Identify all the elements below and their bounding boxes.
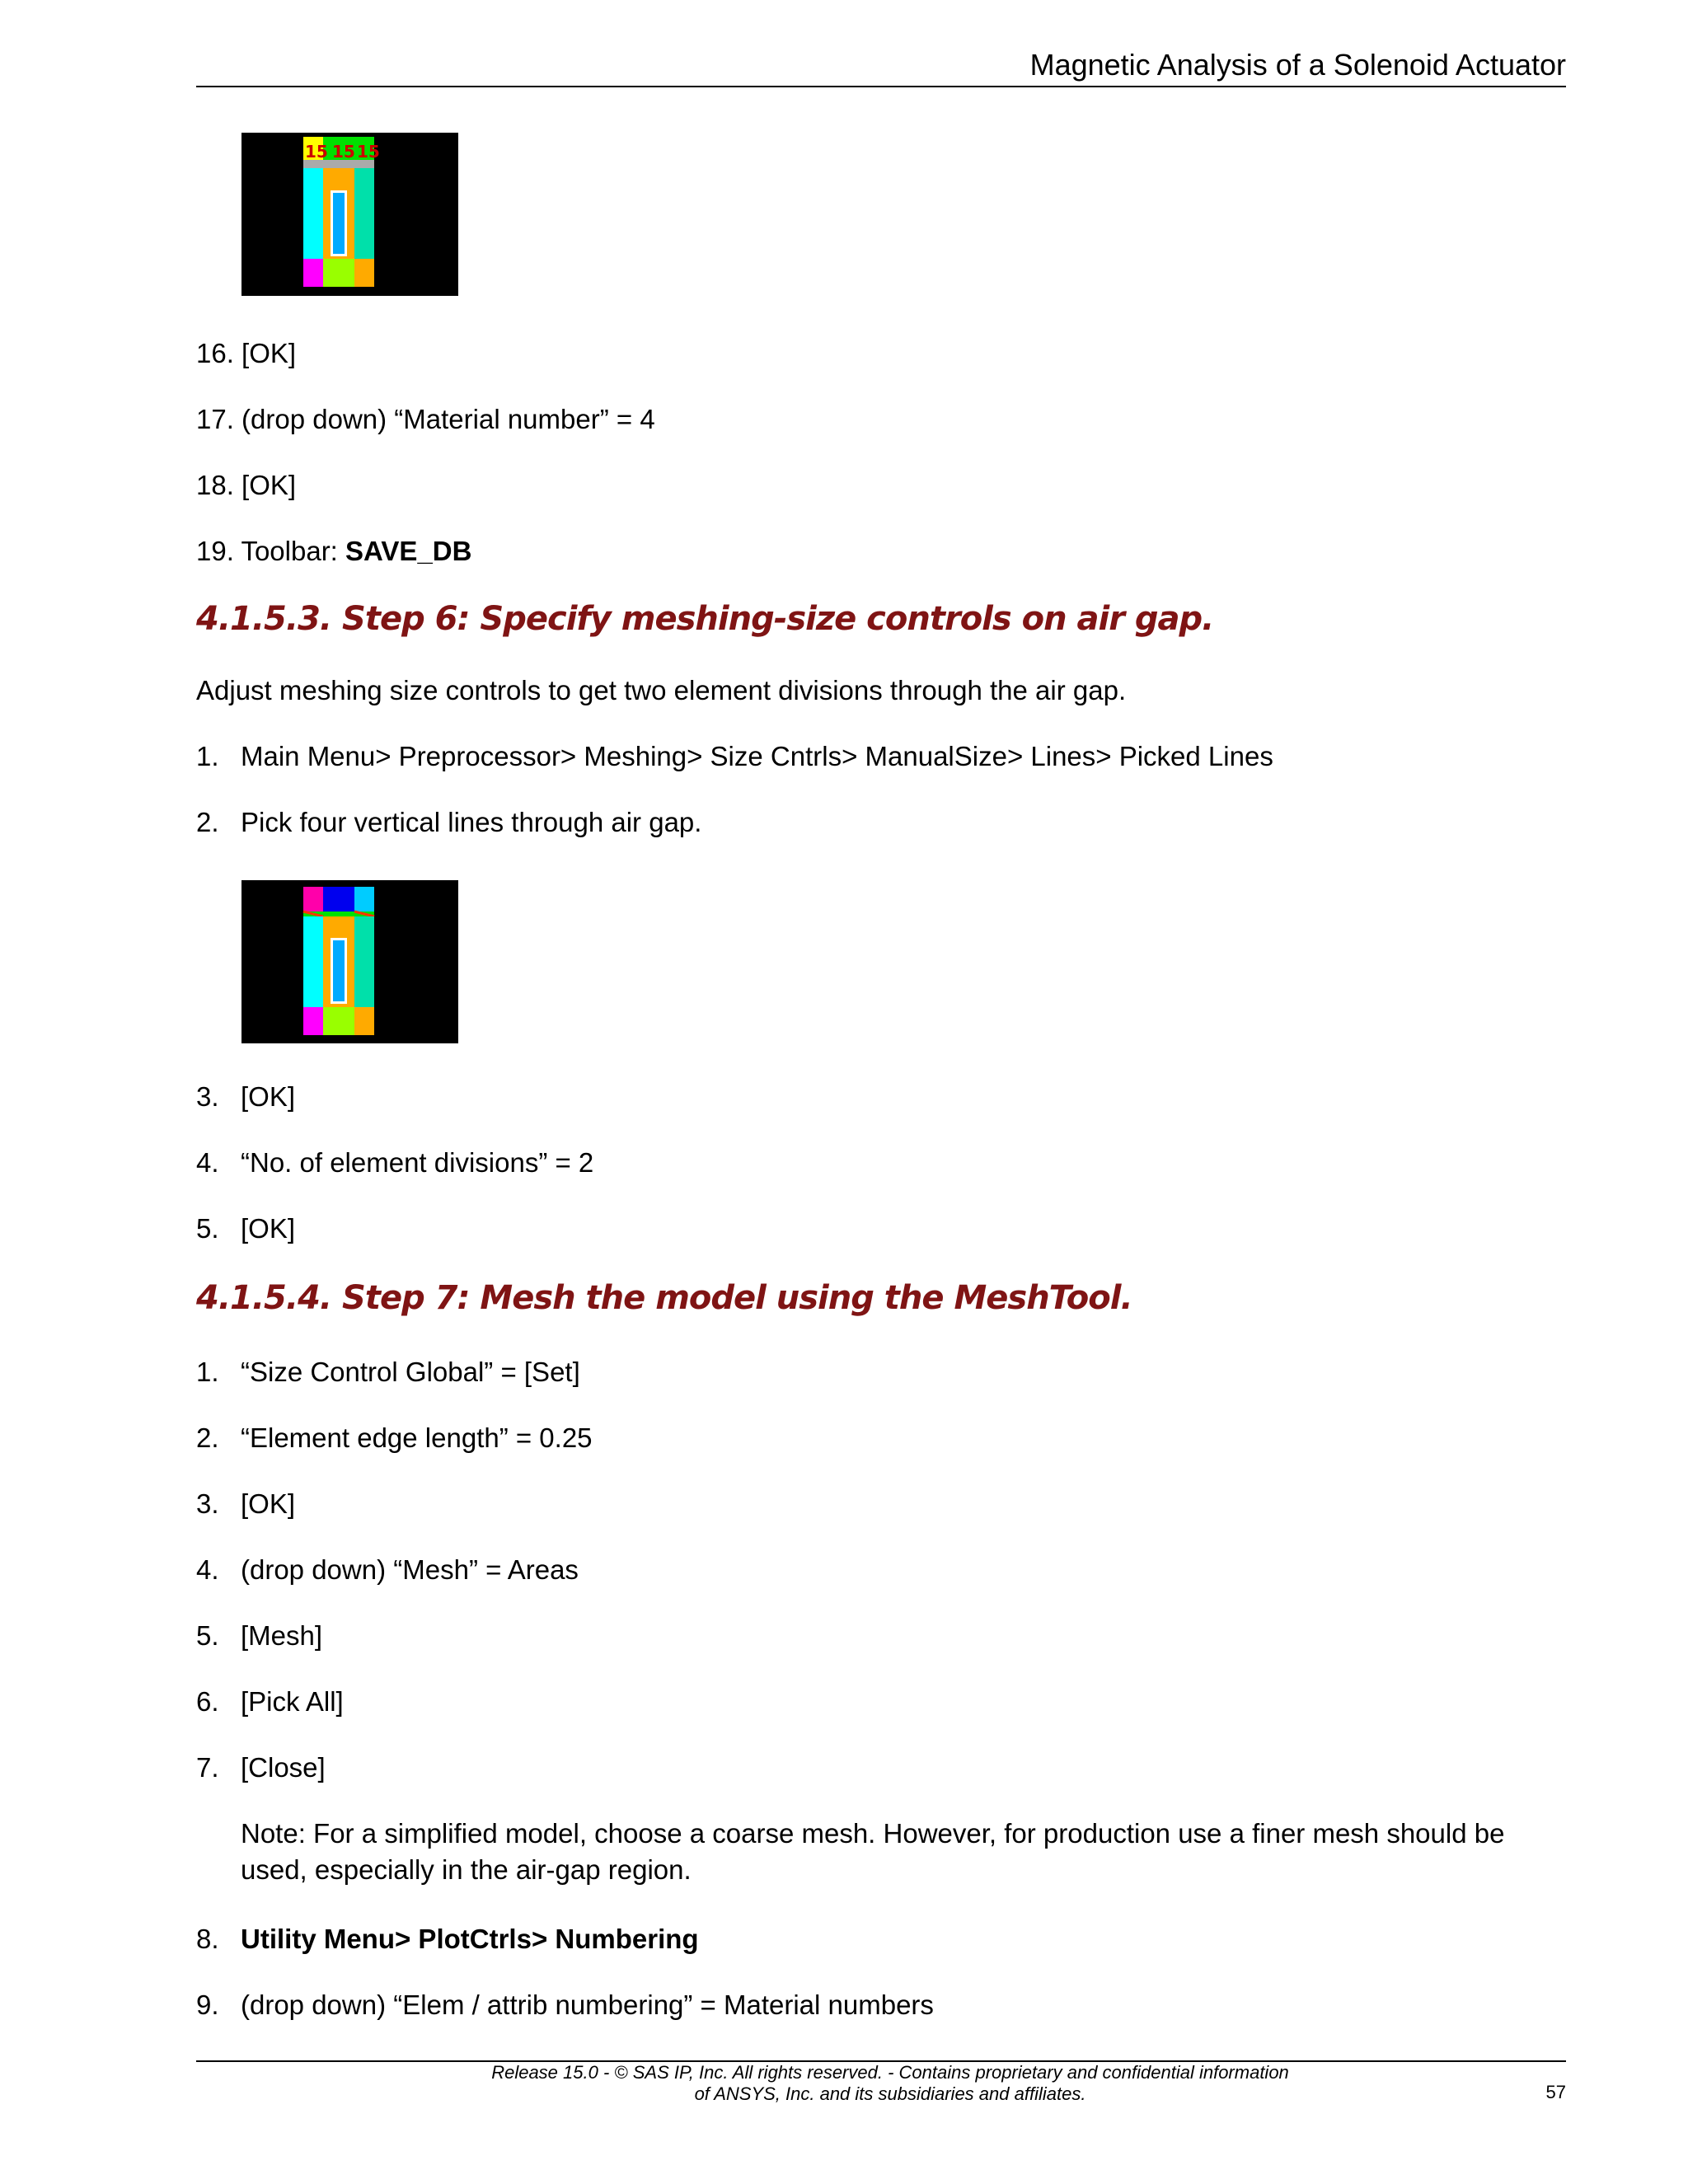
list-item xyxy=(0,1212,1688,1245)
list-item xyxy=(196,403,655,436)
list-number: 8. xyxy=(196,1924,219,1954)
list-number: 1. xyxy=(196,1357,219,1387)
list-item xyxy=(0,1356,1688,1389)
list-item xyxy=(0,1146,1688,1179)
list-text: “No. of element divisions” = 2 xyxy=(241,1147,594,1178)
footer-copyright xyxy=(379,2062,1401,2105)
list-item xyxy=(0,806,1688,839)
list-number: 19. xyxy=(196,536,234,566)
list-item xyxy=(196,337,296,370)
list-item xyxy=(0,1923,1688,1956)
figure1-label-2: 15 xyxy=(332,142,355,162)
list-number: 7. xyxy=(196,1752,219,1783)
section-heading-step-7: 4.1.5.4. Step 7: Mesh the model using the MeshTool. xyxy=(196,1279,1132,1317)
list-text: (drop down) “Mesh” = Areas xyxy=(241,1554,579,1585)
list-text: Toolbar: xyxy=(241,536,346,566)
footer-line-2: of ANSYS, Inc. and its subsidiaries and affiliates. xyxy=(694,2083,1086,2104)
figure1-label-3: 15 xyxy=(357,142,380,162)
figure-area-plot-2 xyxy=(241,880,458,1043)
list-number: 2. xyxy=(196,807,219,837)
list-bold-text: SAVE_DB xyxy=(345,536,472,566)
list-text: [OK] xyxy=(241,1213,296,1244)
list-text: [Pick All] xyxy=(241,1686,344,1717)
list-item xyxy=(0,1989,1688,2022)
list-text: [Mesh] xyxy=(241,1620,323,1651)
list-number: 6. xyxy=(196,1686,219,1717)
list-item xyxy=(0,1751,1688,1784)
list-text: [OK] xyxy=(241,1081,296,1112)
section-heading-step-6: 4.1.5.3. Step 6: Specify meshing-size controls on air gap. xyxy=(196,600,1214,638)
list-number: 2. xyxy=(196,1422,219,1453)
list-item xyxy=(0,1554,1688,1586)
list-text: Main Menu> Preprocessor> Meshing> Size Cntrls> ManualSize> Lines> Picked Lines xyxy=(241,741,1273,771)
list-number: 17. xyxy=(196,404,234,434)
list-text: “Element edge length” = 0.25 xyxy=(241,1422,593,1453)
list-text: (drop down) “Elem / attrib numbering” = Material numbers xyxy=(241,1990,934,2020)
list-item xyxy=(0,1488,1688,1521)
list-bold-text: Utility Menu> PlotCtrls> Numbering xyxy=(241,1924,699,1954)
list-item xyxy=(0,1422,1688,1455)
list-number: 16. xyxy=(196,338,234,368)
section-intro: Adjust meshing size controls to get two element divisions through the air gap. xyxy=(196,675,1127,705)
list-item xyxy=(196,535,471,568)
list-item xyxy=(0,1685,1688,1718)
list-number: 4. xyxy=(196,1147,219,1178)
list-number: 3. xyxy=(196,1488,219,1519)
list-item xyxy=(0,1080,1688,1113)
list-text: [OK] xyxy=(241,338,297,368)
list-number: 4. xyxy=(196,1554,219,1585)
list-number: 9. xyxy=(196,1990,219,2020)
list-number: 5. xyxy=(196,1620,219,1651)
page-number: 57 xyxy=(1545,2082,1566,2102)
list-number: 5. xyxy=(196,1213,219,1244)
footer-line-1: Release 15.0 - © SAS IP, Inc. All rights reserved. - Contains proprietary and confidential information xyxy=(491,2062,1289,2083)
note-paragraph: Note: For a simplified model, choose a coarse mesh. However, for production use a finer mesh should be used, especially in the air-gap region. xyxy=(241,1818,1505,1885)
running-header-title: Magnetic Analysis of a Solenoid Actuator xyxy=(1029,48,1566,82)
list-text: “Size Control Global” = [Set] xyxy=(241,1357,580,1387)
list-item xyxy=(0,1619,1688,1652)
list-text: [OK] xyxy=(241,470,297,500)
list-number: 1. xyxy=(196,741,219,771)
header-rule xyxy=(196,86,1566,87)
list-number: 3. xyxy=(196,1081,219,1112)
list-text: [OK] xyxy=(241,1488,296,1519)
list-text: [Close] xyxy=(241,1752,326,1783)
list-text: (drop down) “Material number” = 4 xyxy=(241,404,655,434)
figure-area-plot-1 xyxy=(241,133,458,296)
list-number: 18. xyxy=(196,470,234,500)
figure1-label-1: 15 xyxy=(305,142,328,162)
list-item xyxy=(0,740,1688,773)
list-item xyxy=(196,469,296,502)
list-text: Pick four vertical lines through air gap. xyxy=(241,807,702,837)
